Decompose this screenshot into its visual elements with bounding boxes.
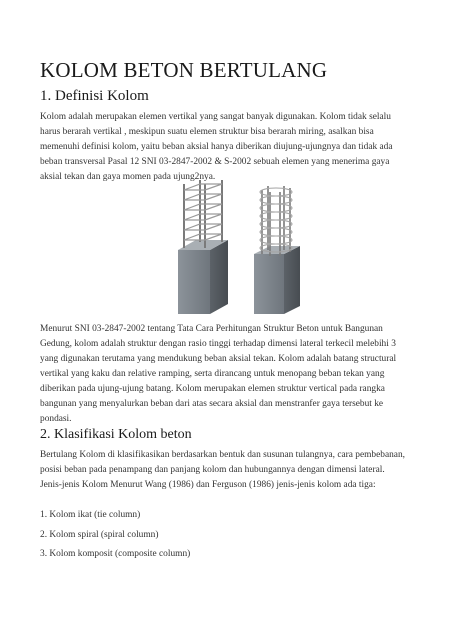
- text-line: aksial tekan dan gaya momen pada ujung2nya.: [40, 172, 216, 182]
- text-line: bangunan yang menyalurkan beban dari atas secara aksial dan menstranfer gaya tersebut ke: [40, 399, 384, 409]
- spiral-column-illustration: [248, 184, 308, 316]
- paragraph-sni: [40, 322, 440, 427]
- text-line: Kolom adalah merupakan elemen vertikal yang sangat banyak digunakan. Kolom tidak selalu: [40, 112, 391, 122]
- text-line: memenuhi definisi kolom, yaitu beban aksial hanya diberikan diujung-ujungnya dan tidak ada: [40, 142, 393, 152]
- text-line: Gedung, kolom adalah struktur dengan rasio tinggi terhadap dimensi lateral terkecil melebihi 3: [40, 339, 396, 349]
- tied-column-illustration: [170, 180, 242, 316]
- paragraph-definisi: [40, 110, 440, 185]
- paragraph-klasifikasi: [40, 448, 440, 493]
- text-line: yang digunakan terutama yang mendukung beban aksial tekan. Kolom adalah batang structural: [40, 354, 397, 364]
- document-title: KOLOM BETON BERTULANG: [40, 58, 328, 82]
- text-line: vertikal yang kaku dan relative ramping, serta dirancang untuk menopang beban tekan yang: [40, 369, 385, 379]
- section-heading-definisi: 1. Definisi Kolom: [40, 88, 149, 104]
- text-line: posisi beban pada penampang dan panjang kolom dan hubungannya dengan dimensi lateral.: [40, 465, 385, 475]
- list-item: 3. Kolom komposit (composite column): [40, 549, 191, 559]
- text-line: diberikan pada ujung-ujung batang. Kolom merupakan elemen struktur vertical pada rangka: [40, 384, 385, 394]
- text-line: beban transversal Pasal 12 SNI 03-2847-2002 & S-2002 sebuah elemen yang menerima gaya: [40, 157, 390, 167]
- text-line: harus berarah vertikal , meskipun suatu elemen struktur bisa berarah miring, asalkan bisa: [40, 127, 374, 137]
- section-heading-klasifikasi: 2. Klasifikasi Kolom beton: [40, 427, 192, 442]
- list-item: 2. Kolom spiral (spiral column): [40, 530, 159, 540]
- text-line: pondasi.: [40, 414, 72, 424]
- text-line: Menurut SNI 03-2847-2002 tentang Tata Cara Perhitungan Struktur Beton untuk Bangunan: [40, 324, 383, 334]
- text-line: Bertulang Kolom di klasifikasikan berdasarkan bentuk dan susunan tulangnya, cara pembebanan,: [40, 450, 405, 460]
- list-item: 1. Kolom ikat (tie column): [40, 510, 141, 520]
- text-line: Jenis-jenis Kolom Menurut Wang (1986) dan Ferguson (1986) jenis-jenis kolom ada tiga:: [40, 480, 376, 490]
